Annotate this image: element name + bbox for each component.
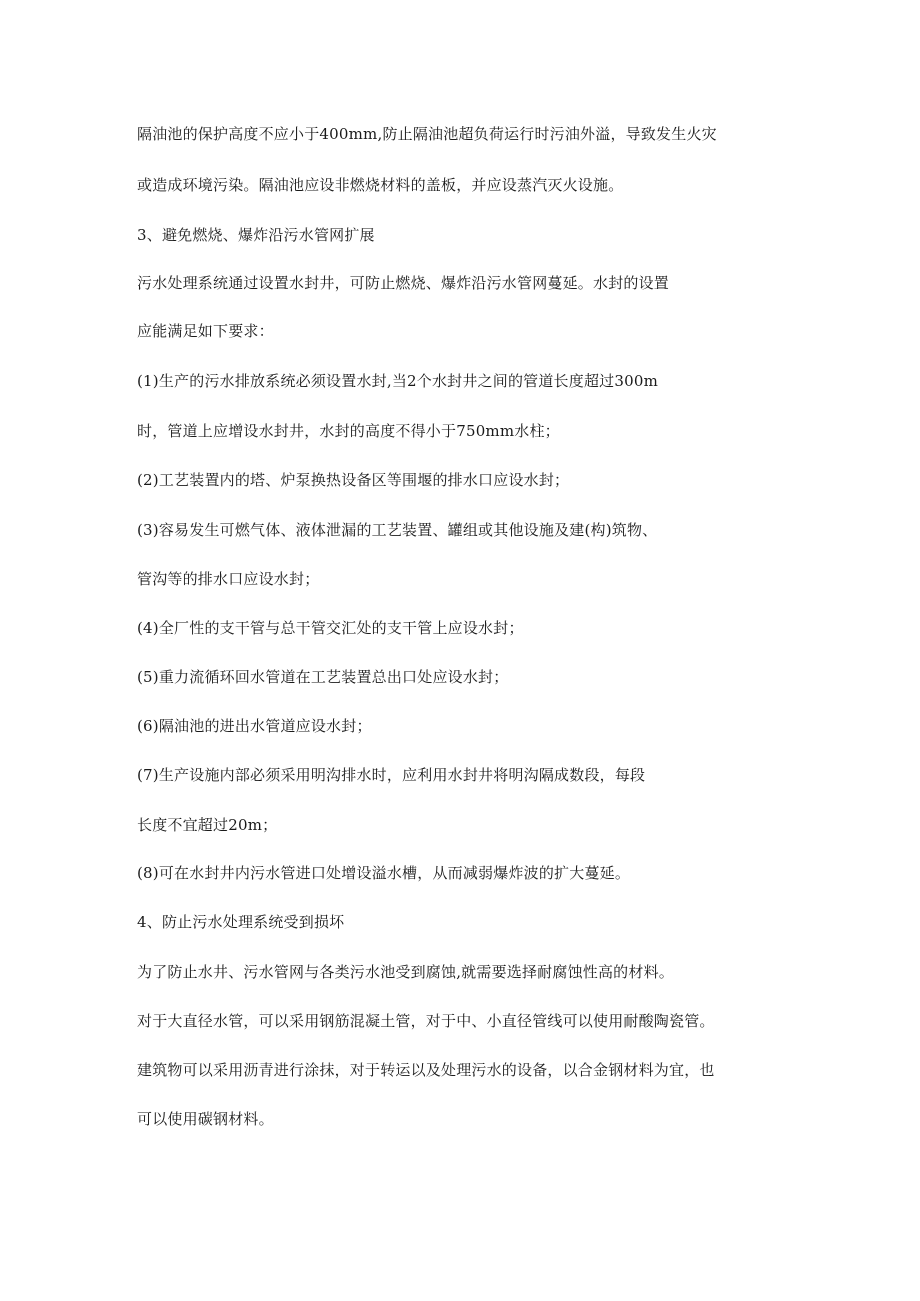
- list-item: (4)全厂性的支干管与总干管交汇处的支干管上应设水封；: [137, 619, 524, 637]
- text-line: 为了防止水井、污水管网与各类污水池受到腐蚀,就需要选择耐腐蚀性高的材料。: [137, 963, 674, 981]
- text-line: 可以使用碳钢材料。: [137, 1110, 274, 1128]
- list-item: (2)工艺装置内的塔、炉泵换热设备区等围堰的排水口应设水封；: [137, 471, 570, 489]
- text-line: 污水处理系统通过设置水封井，可防止燃烧、爆炸沿污水管网蔓延。水封的设置: [137, 274, 670, 292]
- text-line: 长度不宜超过20m；: [137, 816, 278, 834]
- text-line: 应能满足如下要求：: [137, 322, 274, 340]
- text-line: 隔油池的保护高度不应小于400mm,防止隔油池超负荷运行时污油外溢，导致发生火灾: [137, 125, 717, 143]
- list-item: (6)隔油池的进出水管道应设水封；: [137, 717, 372, 735]
- text-line: 管沟等的排水口应设水封；: [137, 570, 320, 588]
- text-line: 时，管道上应增设水封井，水封的高度不得小于750mm水柱；: [137, 422, 560, 440]
- list-item: (3)容易发生可燃气体、液体泄漏的工艺装置、罐组或其他设施及建(构)筑物、: [137, 521, 658, 539]
- list-item: (8)可在水封井内污水管进口处增设溢水槽，从而减弱爆炸波的扩大蔓延。: [137, 864, 631, 882]
- section-heading: 4、防止污水处理系统受到损坏: [137, 913, 345, 931]
- list-item: (1)生产的污水排放系统必须设置水封,当2个水封井之间的管道长度超过300m: [137, 372, 659, 390]
- list-item: (5)重力流循环回水管道在工艺装置总出口处应设水封；: [137, 668, 509, 686]
- section-heading: 3、避免燃烧、爆炸沿污水管网扩展: [137, 226, 375, 244]
- list-item: (7)生产设施内部必须采用明沟排水时，应利用水封井将明沟隔成数段，每段: [137, 766, 646, 784]
- text-line: 对于大直径水管，可以采用钢筋混凝土管，对于中、小直径管线可以使用耐酸陶瓷管。: [137, 1012, 715, 1030]
- text-line: 或造成环境污染。隔油池应设非燃烧材料的盖板，并应设蒸汽灭火设施。: [137, 176, 624, 194]
- text-line: 建筑物可以采用沥青进行涂抹，对于转运以及处理污水的设备，以合金钢材料为宜，也: [137, 1061, 715, 1079]
